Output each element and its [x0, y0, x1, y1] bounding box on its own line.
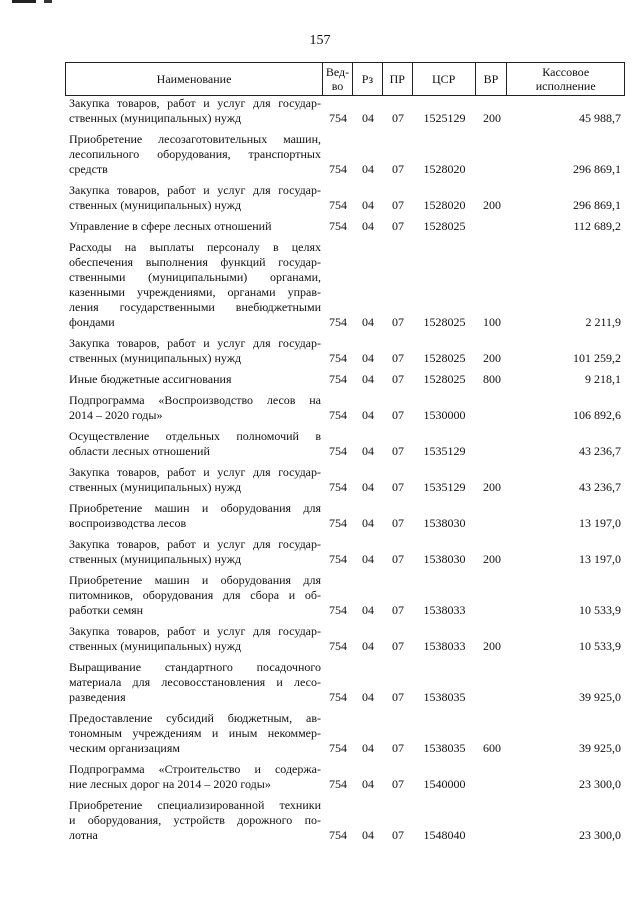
row-csr: 1528025: [423, 219, 466, 233]
row-name-line: ственных (муниципальных) нужд: [69, 198, 242, 212]
row-vr: 200: [483, 198, 501, 212]
row-name: [65, 660, 323, 705]
row-sum: 296 869,1: [573, 162, 621, 176]
row-ved: 754: [329, 198, 347, 212]
row-name-line: области лесных отношений: [69, 444, 210, 458]
row-name: [65, 372, 323, 387]
header-name: Наименование: [66, 63, 323, 95]
row-vr: 800: [483, 372, 501, 386]
row-csr: 1540000: [423, 777, 466, 791]
header-ved-line2: во: [331, 79, 344, 93]
table-row: [65, 429, 625, 459]
row-pr: 07: [392, 603, 404, 617]
row-ved: 754: [329, 372, 347, 386]
row-name-line: Закупка товаров, работ и услуг для государ-: [69, 537, 321, 551]
row-rz: 04: [362, 516, 374, 530]
row-ved: 754: [329, 480, 347, 494]
row-rz: 04: [362, 408, 374, 422]
row-ved: 754: [329, 690, 347, 704]
row-sum: 112 689,2: [573, 219, 621, 233]
row-sum: 13 197,0: [579, 552, 621, 566]
row-name-line: Подпрограмма «Воспроизводство лесов на: [69, 393, 321, 407]
row-pr: 07: [392, 111, 404, 125]
row-name: [65, 465, 323, 495]
row-pr: 07: [392, 828, 404, 842]
row-sum: 10 533,9: [579, 639, 621, 653]
table-row: [65, 537, 625, 567]
table-row: [65, 762, 625, 792]
row-vr: 200: [483, 111, 501, 125]
row-csr: 1528025: [423, 372, 466, 386]
row-name-line: Закупка товаров, работ и услуг для государ-: [69, 465, 321, 479]
table-row: [65, 501, 625, 531]
row-rz: 04: [362, 315, 374, 329]
row-name-line: Приобретение специализированной техники: [69, 798, 321, 812]
row-name-line: Управление в сфере лесных отношений: [69, 219, 272, 233]
row-csr: 1538033: [423, 603, 466, 617]
table-row: [65, 624, 625, 654]
scan-mark: [44, 0, 52, 3]
header-pr: ПР: [383, 63, 413, 95]
row-name-line: ственных (муниципальных) нужд: [69, 480, 242, 494]
row-name-line: тономным учреждениям и иным некоммер-: [69, 726, 321, 740]
row-sum: 43 236,7: [579, 480, 621, 494]
row-rz: 04: [362, 219, 374, 233]
row-name-line: воспроизводства лесов: [69, 516, 187, 530]
row-vr: 200: [483, 639, 501, 653]
row-rz: 04: [362, 828, 374, 842]
row-pr: 07: [392, 372, 404, 386]
table-row: [65, 573, 625, 618]
header-sum-line1: Кассовое: [542, 65, 590, 79]
table-row: [65, 183, 625, 213]
row-name: [65, 336, 323, 366]
row-rz: 04: [362, 690, 374, 704]
table-row: [65, 465, 625, 495]
row-name-line: ственных (муниципальных) нужд: [69, 111, 242, 125]
row-sum: 9 218,1: [585, 372, 621, 386]
row-rz: 04: [362, 162, 374, 176]
row-sum: 106 892,6: [573, 408, 621, 422]
row-csr: 1538030: [423, 516, 466, 530]
row-name-line: 2014 – 2020 годы»: [69, 408, 163, 422]
row-ved: 754: [329, 639, 347, 653]
row-name: [65, 429, 323, 459]
row-name: [65, 183, 323, 213]
row-pr: 07: [392, 690, 404, 704]
table-row: [65, 372, 625, 387]
row-sum: 23 300,0: [579, 828, 621, 842]
row-name-line: ние лесных дорог на 2014 – 2020 годы»: [69, 777, 271, 791]
row-name: [65, 219, 323, 234]
row-csr: 1528025: [423, 351, 466, 365]
row-name-line: Предоставление субсидий бюджетным, ав-: [69, 711, 321, 725]
budget-table: [65, 62, 625, 849]
row-rz: 04: [362, 639, 374, 653]
header-ved: [323, 63, 353, 95]
row-name-line: Закупка товаров, работ и услуг для государ-: [69, 96, 321, 110]
row-name-line: лотна: [69, 828, 98, 842]
row-pr: 07: [392, 162, 404, 176]
row-rz: 04: [362, 777, 374, 791]
table-row: [65, 660, 625, 705]
row-sum: 2 211,9: [585, 315, 621, 329]
row-rz: 04: [362, 603, 374, 617]
header-csr: ЦСР: [413, 63, 476, 95]
row-name-line: Закупка товаров, работ и услуг для государ-: [69, 624, 321, 638]
table-row: [65, 132, 625, 177]
row-vr: 200: [483, 480, 501, 494]
row-name-line: Закупка товаров, работ и услуг для государ-: [69, 183, 321, 197]
row-sum: 296 869,1: [573, 198, 621, 212]
row-ved: 754: [329, 219, 347, 233]
row-name: [65, 132, 323, 177]
row-sum: 45 988,7: [579, 111, 621, 125]
header-sum: [507, 63, 624, 95]
row-ved: 754: [329, 444, 347, 458]
row-pr: 07: [392, 741, 404, 755]
row-name-line: обеспечения выполнения функций государ-: [69, 255, 321, 269]
row-ved: 754: [329, 828, 347, 842]
row-sum: 39 925,0: [579, 741, 621, 755]
row-pr: 07: [392, 516, 404, 530]
row-ved: 754: [329, 162, 347, 176]
row-sum: 101 259,2: [573, 351, 621, 365]
row-csr: 1535129: [423, 444, 466, 458]
row-name-line: разведения: [69, 690, 126, 704]
row-ved: 754: [329, 777, 347, 791]
row-vr: 200: [483, 351, 501, 365]
row-sum: 23 300,0: [579, 777, 621, 791]
row-pr: 07: [392, 552, 404, 566]
row-name-line: Приобретение машин и оборудования для: [69, 573, 321, 587]
row-name-line: ственных (муниципальных) нужд: [69, 639, 242, 653]
row-name-line: ственными (муниципальными) органами,: [69, 270, 321, 284]
row-pr: 07: [392, 219, 404, 233]
row-name: [65, 537, 323, 567]
row-ved: 754: [329, 351, 347, 365]
table-row: [65, 711, 625, 756]
header-sum-line2: исполнение: [535, 79, 596, 93]
row-name-line: Подпрограмма «Строительство и содержа-: [69, 762, 321, 776]
row-name: [65, 393, 323, 423]
row-name-line: Закупка товаров, работ и услуг для государ-: [69, 336, 321, 350]
row-name: [65, 711, 323, 756]
row-name-line: ления государственными внебюджетными: [69, 300, 321, 314]
row-rz: 04: [362, 444, 374, 458]
row-pr: 07: [392, 315, 404, 329]
table-row: [65, 336, 625, 366]
row-vr: 100: [483, 315, 501, 329]
row-rz: 04: [362, 741, 374, 755]
row-name-line: питомников, оборудования для сбора и об-: [69, 588, 321, 602]
row-name-line: и оборудования, устройств дорожного по-: [69, 813, 321, 827]
row-csr: 1548040: [423, 828, 466, 842]
row-name-line: Приобретение машин и оборудования для: [69, 501, 321, 515]
row-ved: 754: [329, 552, 347, 566]
row-rz: 04: [362, 372, 374, 386]
row-csr: 1528025: [423, 315, 466, 329]
row-pr: 07: [392, 444, 404, 458]
row-csr: 1535129: [423, 480, 466, 494]
row-name: [65, 573, 323, 618]
table-row: [65, 393, 625, 423]
row-ved: 754: [329, 603, 347, 617]
row-name-line: фондами: [69, 315, 115, 329]
table-row: [65, 798, 625, 843]
row-name-line: Осуществление отдельных полномочий в: [69, 429, 321, 443]
row-name: [65, 240, 323, 330]
row-vr: 600: [483, 741, 501, 755]
row-csr: 1538035: [423, 741, 466, 755]
header-vr: ВР: [476, 63, 508, 95]
header-ved-line1: Вед-: [325, 65, 350, 79]
row-name-line: лесопильного оборудования, транспортных: [69, 147, 321, 161]
row-ved: 754: [329, 741, 347, 755]
table-row: [65, 219, 625, 234]
row-name-line: Приобретение лесозаготовительных машин,: [69, 132, 321, 146]
row-name: [65, 624, 323, 654]
row-name: [65, 501, 323, 531]
row-name-line: ственных (муниципальных) нужд: [69, 552, 242, 566]
row-rz: 04: [362, 552, 374, 566]
row-name: [65, 762, 323, 792]
row-ved: 754: [329, 408, 347, 422]
row-sum: 10 533,9: [579, 603, 621, 617]
row-name-line: ственных (муниципальных) нужд: [69, 351, 242, 365]
row-vr: 200: [483, 552, 501, 566]
scan-mark: [12, 0, 36, 3]
row-ved: 754: [329, 516, 347, 530]
row-csr: 1528020: [423, 162, 466, 176]
row-csr: 1538030: [423, 552, 466, 566]
row-name-line: казенными учреждениями, органами управ-: [69, 285, 321, 299]
table-row: [65, 96, 625, 126]
row-name-line: средств: [69, 162, 108, 176]
row-rz: 04: [362, 198, 374, 212]
row-pr: 07: [392, 351, 404, 365]
row-name: [65, 96, 323, 126]
table-row: [65, 240, 625, 330]
row-csr: 1538035: [423, 690, 466, 704]
row-pr: 07: [392, 408, 404, 422]
header-rz: Рз: [353, 63, 383, 95]
row-pr: 07: [392, 639, 404, 653]
row-sum: 39 925,0: [579, 690, 621, 704]
table-header: [65, 62, 625, 96]
row-csr: 1530000: [423, 408, 466, 422]
row-name-line: материала для лесовосстановления и лесо-: [69, 675, 321, 689]
row-pr: 07: [392, 777, 404, 791]
row-csr: 1538033: [423, 639, 466, 653]
row-name-line: Иные бюджетные ассигнования: [69, 372, 232, 386]
row-name-line: Расходы на выплаты персоналу в целях: [69, 240, 321, 254]
row-sum: 13 197,0: [579, 516, 621, 530]
row-ved: 754: [329, 111, 347, 125]
row-name: [65, 798, 323, 843]
row-pr: 07: [392, 480, 404, 494]
row-name-line: Выращивание стандартного посадочного: [69, 660, 321, 674]
row-pr: 07: [392, 198, 404, 212]
row-name-line: работки семян: [69, 603, 144, 617]
row-csr: 1528020: [423, 198, 466, 212]
row-name-line: ческим организациям: [69, 741, 180, 755]
row-ved: 754: [329, 315, 347, 329]
row-rz: 04: [362, 480, 374, 494]
row-sum: 43 236,7: [579, 444, 621, 458]
row-csr: 1525129: [423, 111, 466, 125]
row-rz: 04: [362, 351, 374, 365]
table-body: [65, 96, 625, 843]
row-rz: 04: [362, 111, 374, 125]
page-number: 157: [309, 33, 331, 48]
